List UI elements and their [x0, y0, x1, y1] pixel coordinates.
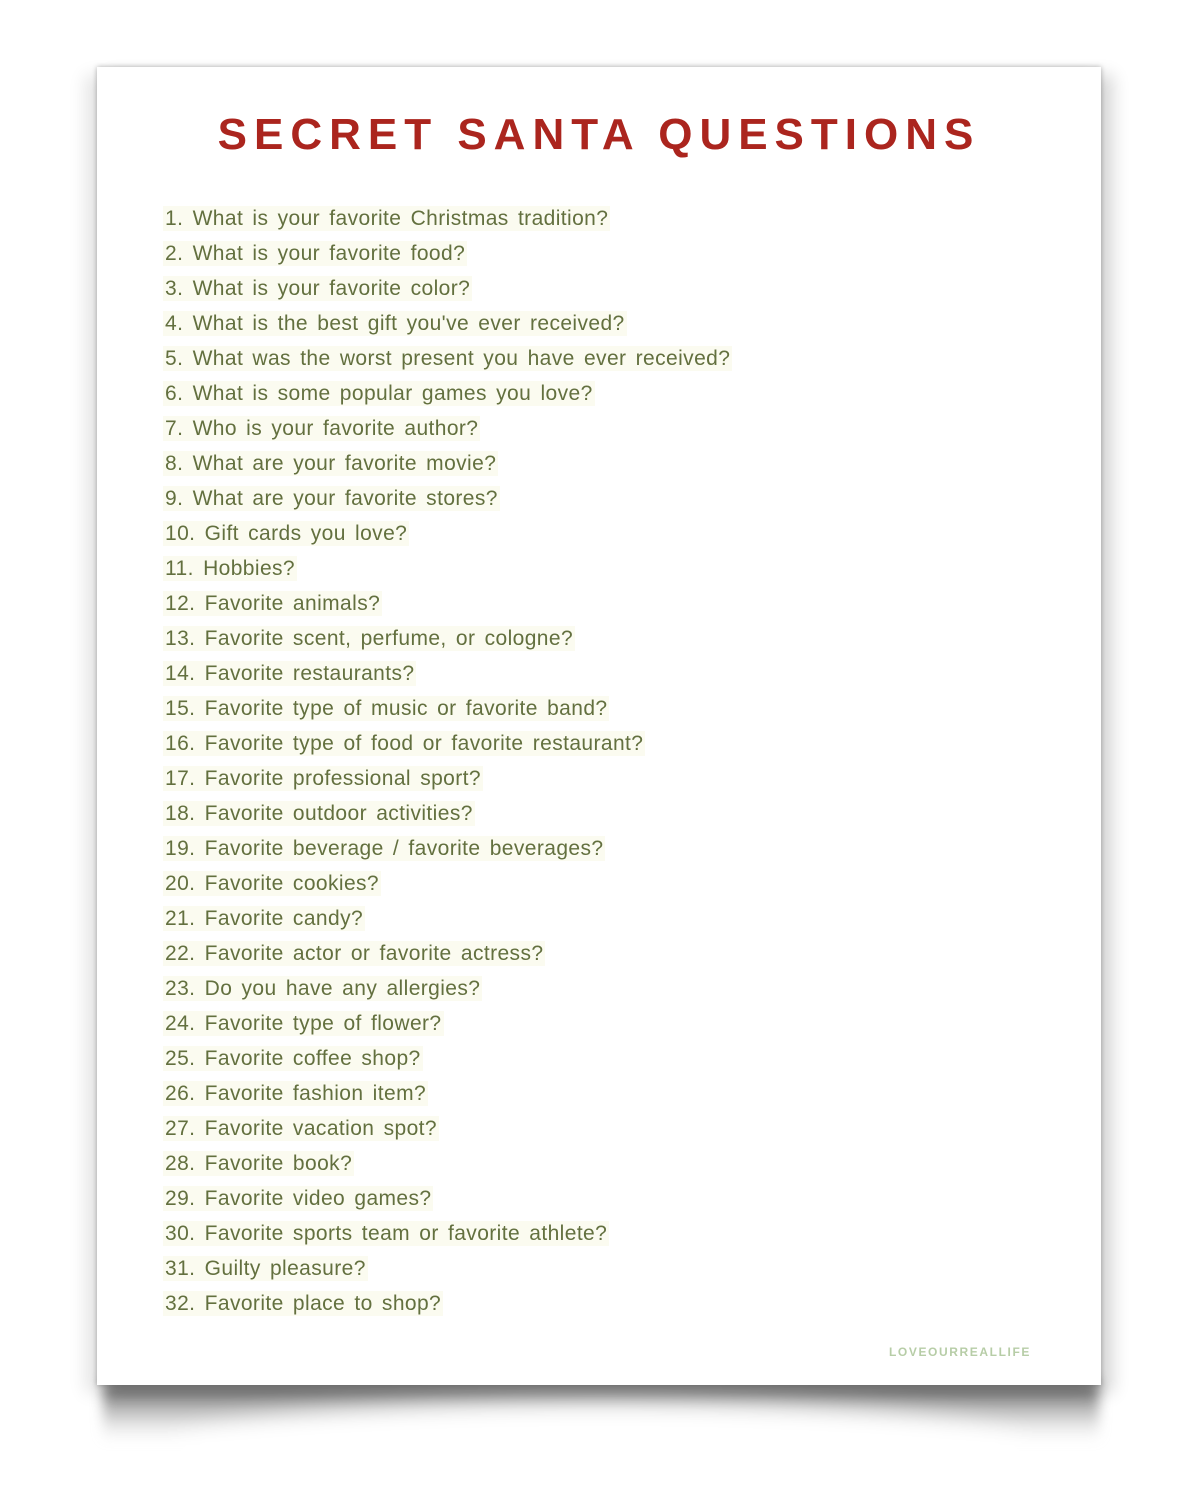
question-text: Favorite vacation spot?: [204, 1117, 437, 1140]
question-line: [163, 1151, 354, 1176]
question-number: 24.: [165, 1012, 205, 1035]
question-line: [163, 906, 365, 931]
question-item: [163, 726, 1071, 761]
question-line: [163, 1221, 609, 1246]
question-line: [163, 241, 467, 266]
question-number: 6.: [165, 382, 193, 405]
question-number: 20.: [165, 872, 205, 895]
question-item: [163, 201, 1071, 236]
question-item: [163, 1216, 1071, 1251]
question-item: [163, 1146, 1071, 1181]
question-item: [163, 516, 1071, 551]
question-text: Favorite book?: [204, 1152, 353, 1175]
question-line: [163, 731, 645, 756]
question-line: [163, 521, 409, 546]
question-line: [163, 766, 483, 791]
question-item: [163, 446, 1071, 481]
question-item: [163, 761, 1071, 796]
question-number: 2.: [165, 242, 193, 265]
question-line: [163, 556, 297, 581]
question-text: What was the worst present you have ever received?: [192, 347, 731, 370]
question-line: [163, 591, 382, 616]
question-number: 25.: [165, 1047, 205, 1070]
question-number: 5.: [165, 347, 193, 370]
question-number: 18.: [165, 802, 205, 825]
question-number: 31.: [165, 1257, 205, 1280]
question-line: [163, 1081, 428, 1106]
question-item: [163, 971, 1071, 1006]
question-line: [163, 276, 472, 301]
question-text: Hobbies?: [203, 557, 296, 580]
question-number: 13.: [165, 627, 205, 650]
question-line: [163, 1256, 368, 1281]
question-line: [163, 1116, 439, 1141]
question-number: 8.: [165, 452, 193, 475]
question-number: 7.: [165, 417, 193, 440]
question-number: 19.: [165, 837, 205, 860]
question-item: [163, 1286, 1071, 1321]
question-item: [163, 586, 1071, 621]
question-text: Favorite type of flower?: [204, 1012, 442, 1035]
question-line: [163, 661, 416, 686]
question-line: [163, 346, 732, 371]
question-text: Favorite animals?: [204, 592, 381, 615]
question-text: Favorite scent, perfume, or cologne?: [204, 627, 574, 650]
question-text: What is your favorite Christmas tradition?: [192, 207, 609, 230]
question-text: Favorite coffee shop?: [204, 1047, 421, 1070]
question-number: 21.: [165, 907, 205, 930]
question-item: [163, 901, 1071, 936]
question-text: Guilty pleasure?: [204, 1257, 366, 1280]
question-item: [163, 411, 1071, 446]
question-number: 26.: [165, 1082, 205, 1105]
question-number: 16.: [165, 732, 205, 755]
question-line: [163, 381, 595, 406]
question-number: 27.: [165, 1117, 205, 1140]
question-number: 14.: [165, 662, 205, 685]
question-number: 30.: [165, 1222, 205, 1245]
question-text: Favorite cookies?: [204, 872, 380, 895]
question-text: Favorite fashion item?: [204, 1082, 427, 1105]
question-line: [163, 836, 605, 861]
question-item: [163, 831, 1071, 866]
printable-page: [97, 67, 1101, 1385]
question-text: What are your favorite stores?: [192, 487, 498, 510]
question-line: [163, 696, 609, 721]
question-text: What is the best gift you've ever received?: [192, 312, 625, 335]
question-number: 22.: [165, 942, 205, 965]
question-text: What is your favorite food?: [192, 242, 466, 265]
question-text: What is some popular games you love?: [192, 382, 593, 405]
footer-brand: LOVEOURREALLIFE: [888, 1345, 1031, 1359]
question-item: [163, 376, 1071, 411]
question-number: 23.: [165, 977, 205, 1000]
question-text: Favorite sports team or favorite athlete?: [204, 1222, 608, 1245]
question-text: Gift cards you love?: [204, 522, 408, 545]
question-item: [163, 271, 1071, 306]
question-number: 4.: [165, 312, 193, 335]
question-line: [163, 451, 498, 476]
question-item: [163, 1251, 1071, 1286]
question-item: [163, 481, 1071, 516]
question-line: [163, 801, 475, 826]
question-line: [163, 416, 480, 441]
question-line: [163, 976, 482, 1001]
question-text: Favorite actor or favorite actress?: [204, 942, 544, 965]
question-item: [163, 1111, 1071, 1146]
question-item: [163, 551, 1071, 586]
question-line: [163, 626, 575, 651]
questions-list: [97, 201, 1101, 1321]
question-text: What is your favorite color?: [192, 277, 471, 300]
question-item: [163, 236, 1071, 271]
question-item: [163, 866, 1071, 901]
question-text: Favorite beverage / favorite beverages?: [204, 837, 604, 860]
question-number: 15.: [165, 697, 205, 720]
question-item: [163, 691, 1071, 726]
question-text: Favorite type of music or favorite band?: [204, 697, 608, 720]
question-item: [163, 341, 1071, 376]
question-line: [163, 1046, 423, 1071]
question-number: 29.: [165, 1187, 205, 1210]
question-number: 28.: [165, 1152, 205, 1175]
question-number: 3.: [165, 277, 193, 300]
question-item: [163, 306, 1071, 341]
question-number: 32.: [165, 1292, 205, 1315]
question-line: [163, 1291, 443, 1316]
question-item: [163, 936, 1071, 971]
question-line: [163, 1011, 444, 1036]
question-number: 10.: [165, 522, 205, 545]
question-line: [163, 871, 381, 896]
question-text: Favorite video games?: [204, 1187, 432, 1210]
question-line: [163, 486, 500, 511]
question-line: [163, 941, 545, 966]
question-line: [163, 206, 610, 231]
question-line: [163, 311, 627, 336]
question-line: [163, 1186, 433, 1211]
question-item: [163, 1041, 1071, 1076]
question-text: What are your favorite movie?: [192, 452, 497, 475]
question-text: Do you have any allergies?: [204, 977, 481, 1000]
question-number: 1.: [165, 207, 193, 230]
question-text: Favorite type of food or favorite restaurant?: [204, 732, 644, 755]
page-title: SECRET SANTA QUESTIONS: [217, 110, 981, 159]
question-item: [163, 621, 1071, 656]
question-number: 12.: [165, 592, 205, 615]
question-item: [163, 1181, 1071, 1216]
question-text: Favorite restaurants?: [204, 662, 415, 685]
question-item: [163, 656, 1071, 691]
question-item: [163, 1006, 1071, 1041]
question-text: Who is your favorite author?: [192, 417, 479, 440]
question-number: 17.: [165, 767, 205, 790]
question-item: [163, 796, 1071, 831]
question-text: Favorite candy?: [204, 907, 364, 930]
question-text: Favorite place to shop?: [204, 1292, 442, 1315]
question-number: 9.: [165, 487, 193, 510]
question-text: Favorite outdoor activities?: [204, 802, 473, 825]
question-number: 11.: [165, 557, 204, 580]
question-text: Favorite professional sport?: [204, 767, 481, 790]
question-item: [163, 1076, 1071, 1111]
